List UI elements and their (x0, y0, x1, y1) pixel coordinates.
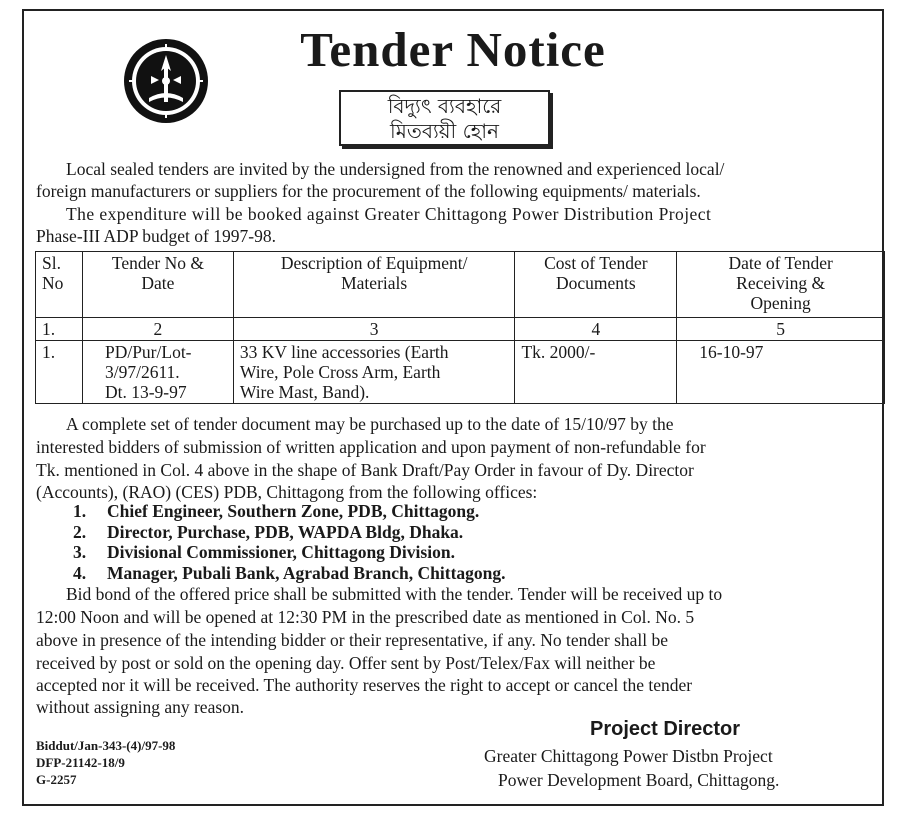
header-description: Description of Equipment/ Materials (233, 252, 515, 318)
ref-line: DFP-21142-18/9 (36, 755, 125, 770)
row-date: 16-10-97 (677, 341, 885, 404)
intro-line-4: Phase-III ADP budget of 1997-98. (36, 226, 276, 246)
list-item-number: 2. (73, 521, 87, 542)
list-item-text: Divisional Commissioner, Chittagong Division. (107, 542, 455, 562)
list-item (73, 563, 506, 584)
purchase-line-3: Tk. mentioned in Col. 4 above in the shape of Bank Draft/Pay Order in favour of Dy. Director (36, 460, 694, 480)
table-header-row (36, 252, 885, 318)
page-title: Tender Notice (300, 22, 606, 77)
bond-line-4: received by post or sold on the opening day. Offer sent by Post/Telex/Fax will neither be (36, 653, 656, 673)
header-date: Date of Tender Receiving & Opening (677, 252, 885, 318)
row-cost: Tk. 2000/- (515, 341, 677, 404)
col-number: 5 (677, 318, 885, 341)
bond-line-6: without assigning any reason. (36, 697, 245, 717)
header-tender-no: Tender No & Date (82, 252, 233, 318)
tender-table (35, 251, 885, 404)
intro-line-3: The expenditure will be booked against Greater Chittagong Power Distribution Project (66, 204, 712, 224)
list-item (73, 542, 506, 563)
bond-line-3: above in presence of the intending bidder or their representative, if any. No tender shall be (36, 630, 669, 650)
slogan-line-2: মিতব্যয়ী হোন (390, 119, 499, 143)
offices-list (73, 501, 506, 583)
slogan-box (339, 90, 550, 146)
col-number: 3 (233, 318, 515, 341)
bond-line-2: 12:00 Noon and will be opened at 12:30 PM in the prescribed date as mentioned in Col. No. 5 (36, 607, 695, 627)
list-item (73, 522, 506, 543)
list-item-number: 4. (73, 562, 87, 583)
list-item-number: 1. (73, 501, 87, 521)
purchase-line-1: A complete set of tender document may be purchased up to the date of 15/10/97 by the (66, 414, 674, 434)
purchase-line-2: interested bidders of submission of written application and upon payment of non-refundable for (36, 437, 706, 457)
purchase-line-4: (Accounts), (RAO) (CES) PDB, Chittagong from the following offices: (36, 482, 538, 502)
signatory-line-1: Greater Chittagong Power Distbn Project (484, 746, 773, 766)
ref-line: Biddut/Jan-343-(4)/97-98 (36, 738, 176, 753)
row-tender-no: PD/Pur/Lot- 3/97/2611. Dt. 13-9-97 (82, 341, 233, 404)
col-number: 4 (515, 318, 677, 341)
intro-line-1: Local sealed tenders are invited by the undersigned from the renowned and experienced local/ (66, 159, 725, 179)
list-item (73, 501, 506, 522)
intro-line-2: foreign manufacturers or suppliers for the procurement of the following equipments/ materials. (36, 181, 701, 201)
table-row (36, 341, 885, 404)
row-sl: 1. (36, 341, 83, 404)
row-description: 33 KV line accessories (Earth Wire, Pole Cross Arm, Earth Wire Mast, Band). (233, 341, 515, 404)
slogan-line-1: বিদ্যুৎ ব্যবহারে (387, 94, 502, 118)
list-item-text: Manager, Pubali Bank, Agrabad Branch, Chittagong. (107, 562, 506, 583)
header-cost: Cost of Tender Documents (515, 252, 677, 318)
bond-line-1: Bid bond of the offered price shall be submitted with the tender. Tender will be received up to (66, 584, 723, 604)
list-item-text: Director, Purchase, PDB, WAPDA Bldg, Dhaka. (107, 521, 464, 542)
list-item-text: Chief Engineer, Southern Zone, PDB, Chittagong. (107, 501, 480, 521)
list-item-number: 3. (73, 542, 87, 562)
ref-line: G-2257 (36, 772, 77, 787)
header-sl-no: Sl. No (36, 252, 83, 318)
col-number: 2 (82, 318, 233, 341)
col-number: 1. (36, 318, 83, 341)
pdb-logo-icon (121, 36, 211, 126)
column-number-row (36, 318, 885, 341)
reference-numbers (36, 737, 175, 788)
signatory-line-2: Power Development Board, Chittagong. (498, 770, 780, 790)
signatory-title: Project Director (590, 718, 741, 740)
bond-line-5: accepted nor it will be received. The authority reserves the right to accept or cancel the tender (36, 675, 693, 695)
